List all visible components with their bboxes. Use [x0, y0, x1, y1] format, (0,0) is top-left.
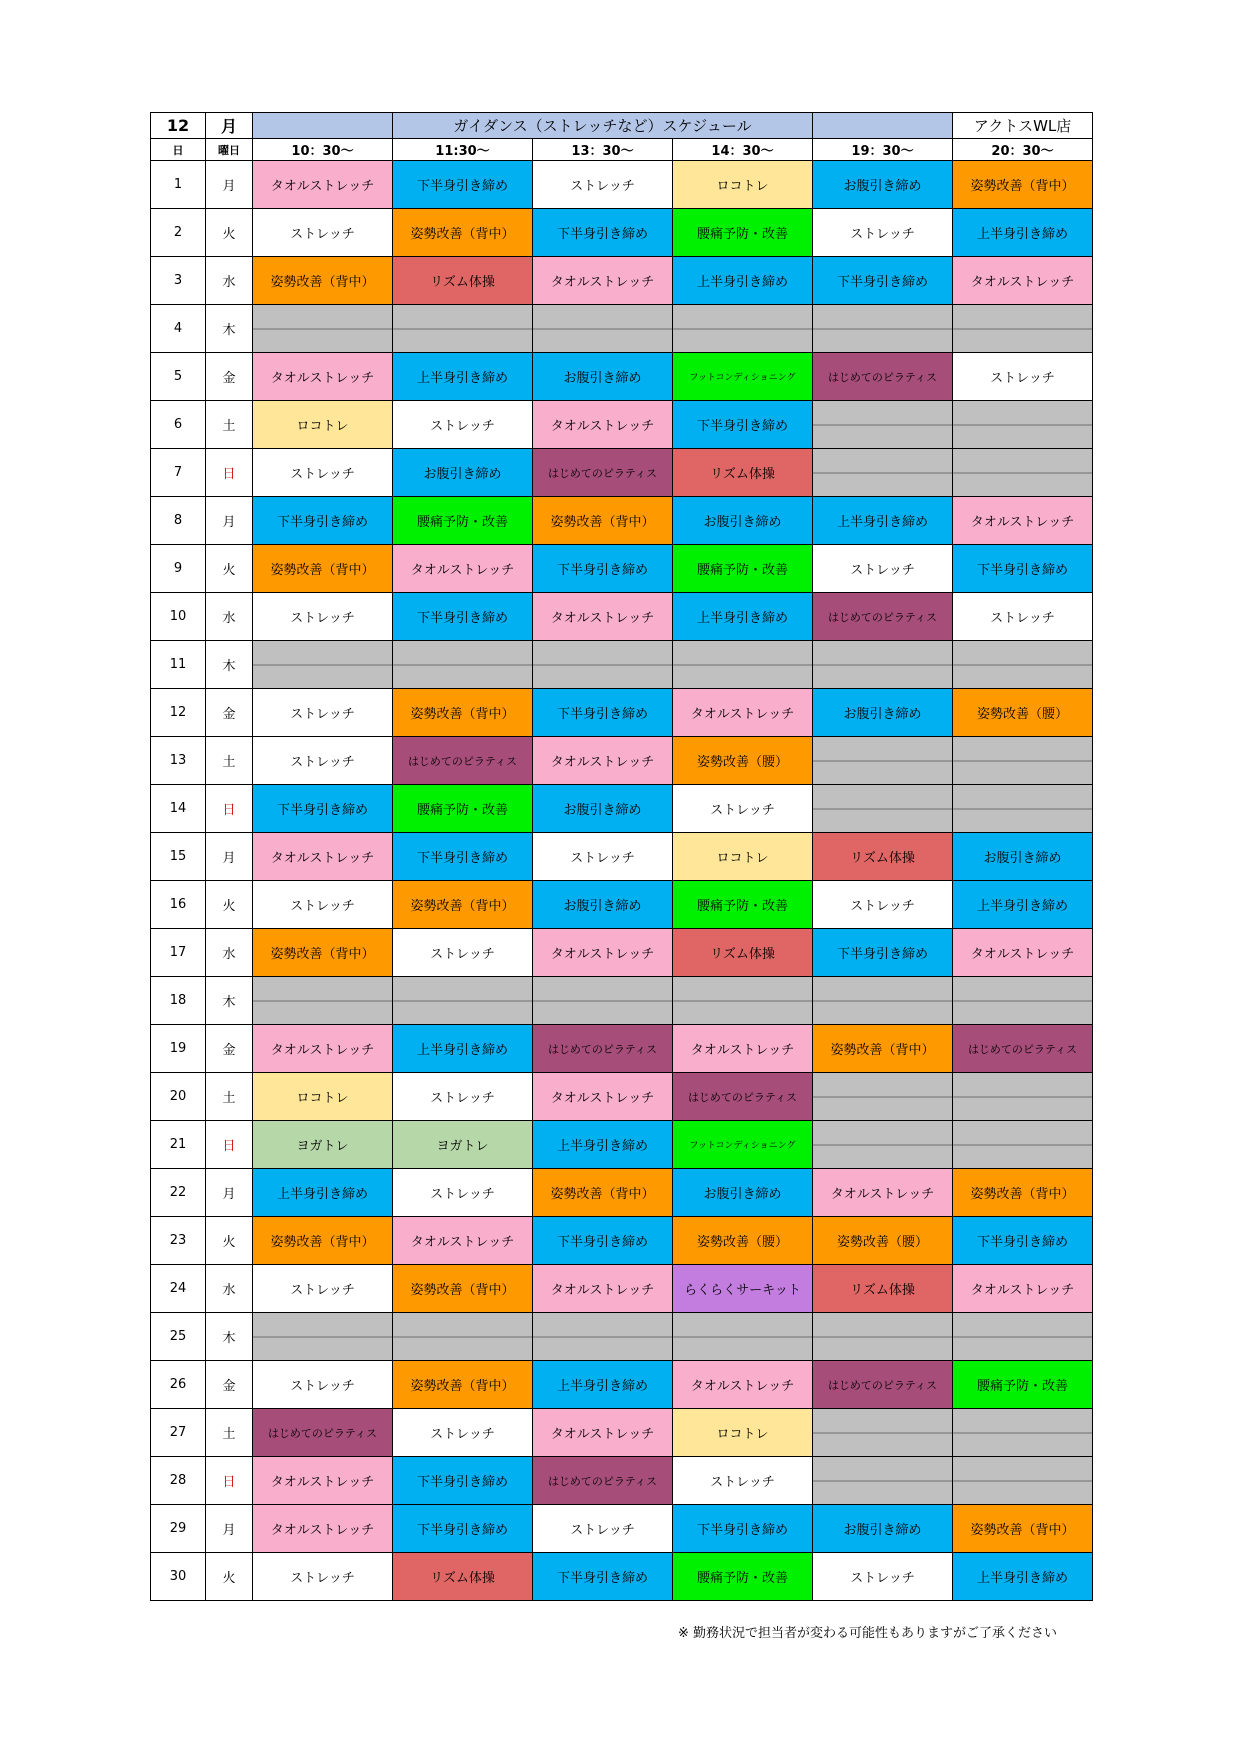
weekday: 月 — [206, 1169, 253, 1217]
class-slot: 下半身引き締め — [393, 161, 533, 209]
weekday: 日 — [206, 785, 253, 833]
class-slot: ストレッチ — [253, 593, 393, 641]
table-row — [151, 1409, 1093, 1457]
weekday: 土 — [206, 1073, 253, 1121]
class-slot: 腰痛予防・改善 — [673, 881, 813, 929]
class-slot: フットコンディショニング — [673, 353, 813, 401]
class-slot: タオルストレッチ — [253, 1505, 393, 1553]
class-slot: タオルストレッチ — [673, 689, 813, 737]
class-slot: 下半身引き締め — [533, 545, 673, 593]
class-slot: ストレッチ — [253, 881, 393, 929]
table-row — [151, 641, 1093, 689]
title-row — [151, 113, 1093, 139]
slot-header: 10：30～ — [253, 139, 393, 161]
empty-slot — [673, 641, 813, 689]
empty-slot — [953, 977, 1093, 1025]
schedule-table — [150, 112, 1093, 1601]
class-slot: 姿勢改善（背中） — [953, 1505, 1093, 1553]
class-slot: ストレッチ — [813, 209, 953, 257]
weekday: 日 — [206, 1121, 253, 1169]
table-row — [151, 1505, 1093, 1553]
class-slot: 姿勢改善（腰） — [813, 1217, 953, 1265]
empty-slot — [533, 1313, 673, 1361]
day-number: 7 — [151, 449, 206, 497]
table-row — [151, 593, 1093, 641]
empty-slot — [953, 449, 1093, 497]
day-number: 4 — [151, 305, 206, 353]
weekday: 火 — [206, 1217, 253, 1265]
class-slot: タオルストレッチ — [533, 257, 673, 305]
class-slot: ロコトレ — [673, 161, 813, 209]
empty-slot — [253, 1313, 393, 1361]
class-slot: ロコトレ — [253, 401, 393, 449]
table-row — [151, 1121, 1093, 1169]
class-slot: はじめてのピラティス — [533, 1457, 673, 1505]
day-number: 25 — [151, 1313, 206, 1361]
empty-slot — [533, 305, 673, 353]
table-row — [151, 1361, 1093, 1409]
weekday: 火 — [206, 545, 253, 593]
class-slot: タオルストレッチ — [253, 353, 393, 401]
day-number: 24 — [151, 1265, 206, 1313]
day-number: 21 — [151, 1121, 206, 1169]
class-slot: タオルストレッチ — [533, 737, 673, 785]
table-row — [151, 1265, 1093, 1313]
table-row — [151, 737, 1093, 785]
empty-slot — [813, 641, 953, 689]
class-slot: タオルストレッチ — [393, 1217, 533, 1265]
table-row — [151, 401, 1093, 449]
class-slot: ストレッチ — [953, 593, 1093, 641]
class-slot: お腹引き締め — [813, 161, 953, 209]
weekday: 水 — [206, 257, 253, 305]
class-slot: 姿勢改善（背中） — [393, 689, 533, 737]
day-number: 27 — [151, 1409, 206, 1457]
class-slot: タオルストレッチ — [253, 1025, 393, 1073]
day-column-header: 日 — [151, 139, 206, 161]
class-slot: ストレッチ — [953, 353, 1093, 401]
class-slot: タオルストレッチ — [953, 257, 1093, 305]
class-slot: リズム体操 — [673, 449, 813, 497]
empty-slot — [953, 737, 1093, 785]
class-slot: 姿勢改善（腰） — [673, 1217, 813, 1265]
class-slot: はじめてのピラティス — [533, 449, 673, 497]
class-slot: ストレッチ — [253, 689, 393, 737]
empty-slot — [953, 305, 1093, 353]
class-slot: ストレッチ — [253, 1553, 393, 1601]
day-number: 23 — [151, 1217, 206, 1265]
class-slot: 下半身引き締め — [673, 401, 813, 449]
class-slot: 腰痛予防・改善 — [393, 497, 533, 545]
day-number: 10 — [151, 593, 206, 641]
class-slot: ストレッチ — [253, 209, 393, 257]
table-row — [151, 209, 1093, 257]
disclaimer-note: ※ 勤務状況で担当者が変わる可能性もありますがご了承ください — [678, 1626, 1058, 1641]
day-number: 16 — [151, 881, 206, 929]
class-slot: 上半身引き締め — [953, 1553, 1093, 1601]
class-slot: 下半身引き締め — [393, 593, 533, 641]
title-bar-left — [253, 113, 393, 139]
weekday: 木 — [206, 641, 253, 689]
class-slot: お腹引き締め — [533, 881, 673, 929]
class-slot: はじめてのピラティス — [813, 1361, 953, 1409]
class-slot: お腹引き締め — [813, 1505, 953, 1553]
class-slot: 姿勢改善（背中） — [253, 929, 393, 977]
table-row — [151, 497, 1093, 545]
class-slot: 姿勢改善（背中） — [533, 1169, 673, 1217]
class-slot: はじめてのピラティス — [813, 593, 953, 641]
empty-slot — [393, 977, 533, 1025]
class-slot: ストレッチ — [393, 1169, 533, 1217]
empty-slot — [953, 401, 1093, 449]
class-slot: はじめてのピラティス — [393, 737, 533, 785]
empty-slot — [393, 641, 533, 689]
class-slot: はじめてのピラティス — [673, 1073, 813, 1121]
slot-header: 11:30～ — [393, 139, 533, 161]
class-slot: ロコトレ — [253, 1073, 393, 1121]
day-number: 3 — [151, 257, 206, 305]
class-slot: 下半身引き締め — [253, 497, 393, 545]
empty-slot — [393, 1313, 533, 1361]
class-slot: ロコトレ — [673, 833, 813, 881]
class-slot: ストレッチ — [533, 1505, 673, 1553]
empty-slot — [813, 1073, 953, 1121]
class-slot: タオルストレッチ — [953, 929, 1093, 977]
class-slot: 姿勢改善（背中） — [253, 545, 393, 593]
class-slot: 上半身引き締め — [393, 1025, 533, 1073]
table-row — [151, 785, 1093, 833]
class-slot: お腹引き締め — [673, 497, 813, 545]
class-slot: ストレッチ — [813, 881, 953, 929]
weekday: 日 — [206, 1457, 253, 1505]
slot-header: 20：30～ — [953, 139, 1093, 161]
class-slot: 上半身引き締め — [673, 593, 813, 641]
class-slot: タオルストレッチ — [953, 1265, 1093, 1313]
column-header-row — [151, 139, 1093, 161]
class-slot: タオルストレッチ — [533, 1073, 673, 1121]
slot-header: 19：30～ — [813, 139, 953, 161]
empty-slot — [953, 1073, 1093, 1121]
day-number: 26 — [151, 1361, 206, 1409]
class-slot: 上半身引き締め — [813, 497, 953, 545]
empty-slot — [813, 1313, 953, 1361]
schedule-title: ガイダンス（ストレッチなど）スケジュール — [393, 113, 813, 139]
day-number: 22 — [151, 1169, 206, 1217]
empty-slot — [953, 1121, 1093, 1169]
class-slot: ストレッチ — [813, 545, 953, 593]
store-name: アクトスWL店 — [953, 113, 1093, 139]
weekday: 日 — [206, 449, 253, 497]
weekday-column-header: 曜日 — [206, 139, 253, 161]
class-slot: 姿勢改善（背中） — [253, 1217, 393, 1265]
table-row — [151, 257, 1093, 305]
class-slot: 上半身引き締め — [673, 257, 813, 305]
table-row — [151, 977, 1093, 1025]
day-number: 2 — [151, 209, 206, 257]
empty-slot — [813, 1457, 953, 1505]
class-slot: はじめてのピラティス — [253, 1409, 393, 1457]
table-row — [151, 929, 1093, 977]
table-row — [151, 449, 1093, 497]
class-slot: タオルストレッチ — [533, 929, 673, 977]
empty-slot — [953, 1457, 1093, 1505]
class-slot: 下半身引き締め — [673, 1505, 813, 1553]
title-bar-right — [813, 113, 953, 139]
weekday: 金 — [206, 689, 253, 737]
class-slot: 腰痛予防・改善 — [673, 209, 813, 257]
class-slot: 姿勢改善（腰） — [953, 689, 1093, 737]
class-slot: ストレッチ — [813, 1553, 953, 1601]
weekday: 水 — [206, 929, 253, 977]
class-slot: 下半身引き締め — [393, 1505, 533, 1553]
class-slot: 姿勢改善（背中） — [393, 1361, 533, 1409]
empty-slot — [813, 977, 953, 1025]
class-slot: タオルストレッチ — [393, 545, 533, 593]
day-number: 11 — [151, 641, 206, 689]
class-slot: 姿勢改善（背中） — [953, 1169, 1093, 1217]
class-slot: ストレッチ — [253, 1361, 393, 1409]
day-number: 18 — [151, 977, 206, 1025]
class-slot: タオルストレッチ — [533, 1265, 673, 1313]
weekday: 土 — [206, 737, 253, 785]
class-slot: ストレッチ — [253, 449, 393, 497]
class-slot: 姿勢改善（背中） — [253, 257, 393, 305]
empty-slot — [813, 305, 953, 353]
day-number: 29 — [151, 1505, 206, 1553]
class-slot: 姿勢改善（背中） — [813, 1025, 953, 1073]
empty-slot — [953, 1409, 1093, 1457]
day-number: 19 — [151, 1025, 206, 1073]
month-label: 月 — [206, 113, 253, 139]
class-slot: お腹引き締め — [673, 1169, 813, 1217]
class-slot: タオルストレッチ — [253, 1457, 393, 1505]
empty-slot — [953, 641, 1093, 689]
month-number: 12 — [151, 113, 206, 139]
class-slot: 上半身引き締め — [533, 1361, 673, 1409]
table-row — [151, 305, 1093, 353]
class-slot: リズム体操 — [673, 929, 813, 977]
empty-slot — [813, 737, 953, 785]
table-row — [151, 1073, 1093, 1121]
class-slot: タオルストレッチ — [953, 497, 1093, 545]
class-slot: ストレッチ — [253, 737, 393, 785]
class-slot: 下半身引き締め — [813, 257, 953, 305]
class-slot: 上半身引き締め — [953, 209, 1093, 257]
slot-header: 13：30～ — [533, 139, 673, 161]
day-number: 1 — [151, 161, 206, 209]
class-slot: ストレッチ — [673, 1457, 813, 1505]
class-slot: お腹引き締め — [813, 689, 953, 737]
weekday: 火 — [206, 209, 253, 257]
empty-slot — [813, 1409, 953, 1457]
day-number: 20 — [151, 1073, 206, 1121]
class-slot: 下半身引き締め — [953, 1217, 1093, 1265]
empty-slot — [953, 785, 1093, 833]
day-number: 6 — [151, 401, 206, 449]
class-slot: お腹引き締め — [953, 833, 1093, 881]
class-slot: 姿勢改善（腰） — [673, 737, 813, 785]
empty-slot — [953, 1313, 1093, 1361]
class-slot: リズム体操 — [813, 1265, 953, 1313]
class-slot: タオルストレッチ — [253, 833, 393, 881]
table-row — [151, 1313, 1093, 1361]
class-slot: 姿勢改善（背中） — [953, 161, 1093, 209]
table-row — [151, 545, 1093, 593]
class-slot: 上半身引き締め — [533, 1121, 673, 1169]
empty-slot — [813, 785, 953, 833]
day-number: 9 — [151, 545, 206, 593]
day-number: 17 — [151, 929, 206, 977]
weekday: 土 — [206, 1409, 253, 1457]
empty-slot — [393, 305, 533, 353]
class-slot: ストレッチ — [533, 833, 673, 881]
class-slot: 上半身引き締め — [393, 353, 533, 401]
class-slot: らくらくサーキット — [673, 1265, 813, 1313]
day-number: 30 — [151, 1553, 206, 1601]
class-slot: はじめてのピラティス — [813, 353, 953, 401]
class-slot: ロコトレ — [673, 1409, 813, 1457]
empty-slot — [253, 305, 393, 353]
class-slot: タオルストレッチ — [533, 593, 673, 641]
class-slot: お腹引き締め — [393, 449, 533, 497]
class-slot: 下半身引き締め — [533, 209, 673, 257]
class-slot: 下半身引き締め — [813, 929, 953, 977]
class-slot: リズム体操 — [813, 833, 953, 881]
class-slot: ヨガトレ — [253, 1121, 393, 1169]
table-row — [151, 1169, 1093, 1217]
class-slot: 下半身引き締め — [533, 1217, 673, 1265]
empty-slot — [813, 1121, 953, 1169]
weekday: 月 — [206, 161, 253, 209]
class-slot: ストレッチ — [393, 1073, 533, 1121]
table-row — [151, 353, 1093, 401]
class-slot: 下半身引き締め — [393, 1457, 533, 1505]
empty-slot — [533, 977, 673, 1025]
weekday: 金 — [206, 1361, 253, 1409]
class-slot: 腰痛予防・改善 — [673, 545, 813, 593]
class-slot: 腰痛予防・改善 — [673, 1553, 813, 1601]
class-slot: 姿勢改善（背中） — [393, 1265, 533, 1313]
class-slot: タオルストレッチ — [253, 161, 393, 209]
class-slot: ストレッチ — [393, 1409, 533, 1457]
weekday: 水 — [206, 593, 253, 641]
weekday: 木 — [206, 977, 253, 1025]
class-slot: お腹引き締め — [533, 785, 673, 833]
table-row — [151, 833, 1093, 881]
class-slot: タオルストレッチ — [813, 1169, 953, 1217]
class-slot: ストレッチ — [253, 1265, 393, 1313]
day-number: 5 — [151, 353, 206, 401]
class-slot: ストレッチ — [673, 785, 813, 833]
class-slot: フットコンディショニング — [673, 1121, 813, 1169]
weekday: 木 — [206, 305, 253, 353]
class-slot: はじめてのピラティス — [953, 1025, 1093, 1073]
table-row — [151, 881, 1093, 929]
weekday: 金 — [206, 353, 253, 401]
class-slot: 姿勢改善（背中） — [393, 209, 533, 257]
class-slot: はじめてのピラティス — [533, 1025, 673, 1073]
day-number: 15 — [151, 833, 206, 881]
class-slot: ストレッチ — [393, 929, 533, 977]
class-slot: ストレッチ — [393, 401, 533, 449]
class-slot: ヨガトレ — [393, 1121, 533, 1169]
empty-slot — [673, 977, 813, 1025]
weekday: 水 — [206, 1265, 253, 1313]
class-slot: リズム体操 — [393, 1553, 533, 1601]
class-slot: 姿勢改善（背中） — [533, 497, 673, 545]
weekday: 火 — [206, 881, 253, 929]
class-slot: ストレッチ — [533, 161, 673, 209]
table-row — [151, 1217, 1093, 1265]
class-slot: 下半身引き締め — [953, 545, 1093, 593]
class-slot: お腹引き締め — [533, 353, 673, 401]
class-slot: タオルストレッチ — [533, 1409, 673, 1457]
class-slot: 下半身引き締め — [533, 689, 673, 737]
class-slot: 姿勢改善（背中） — [393, 881, 533, 929]
weekday: 月 — [206, 833, 253, 881]
class-slot: タオルストレッチ — [533, 401, 673, 449]
day-number: 8 — [151, 497, 206, 545]
class-slot: タオルストレッチ — [673, 1025, 813, 1073]
class-slot: リズム体操 — [393, 257, 533, 305]
empty-slot — [533, 641, 673, 689]
class-slot: 腰痛予防・改善 — [953, 1361, 1093, 1409]
empty-slot — [673, 305, 813, 353]
class-slot: 下半身引き締め — [533, 1553, 673, 1601]
weekday: 月 — [206, 497, 253, 545]
empty-slot — [813, 401, 953, 449]
table-row — [151, 1457, 1093, 1505]
empty-slot — [253, 641, 393, 689]
class-slot: 腰痛予防・改善 — [393, 785, 533, 833]
table-row — [151, 1025, 1093, 1073]
empty-slot — [253, 977, 393, 1025]
weekday: 木 — [206, 1313, 253, 1361]
class-slot: 下半身引き締め — [253, 785, 393, 833]
day-number: 28 — [151, 1457, 206, 1505]
class-slot: 上半身引き締め — [253, 1169, 393, 1217]
table-row — [151, 689, 1093, 737]
weekday: 火 — [206, 1553, 253, 1601]
class-slot: 上半身引き締め — [953, 881, 1093, 929]
weekday: 金 — [206, 1025, 253, 1073]
day-number: 12 — [151, 689, 206, 737]
empty-slot — [813, 449, 953, 497]
day-number: 14 — [151, 785, 206, 833]
slot-header: 14：30～ — [673, 139, 813, 161]
day-number: 13 — [151, 737, 206, 785]
class-slot: タオルストレッチ — [673, 1361, 813, 1409]
class-slot: 下半身引き締め — [393, 833, 533, 881]
table-row — [151, 161, 1093, 209]
empty-slot — [673, 1313, 813, 1361]
table-row — [151, 1553, 1093, 1601]
weekday: 月 — [206, 1505, 253, 1553]
weekday: 土 — [206, 401, 253, 449]
